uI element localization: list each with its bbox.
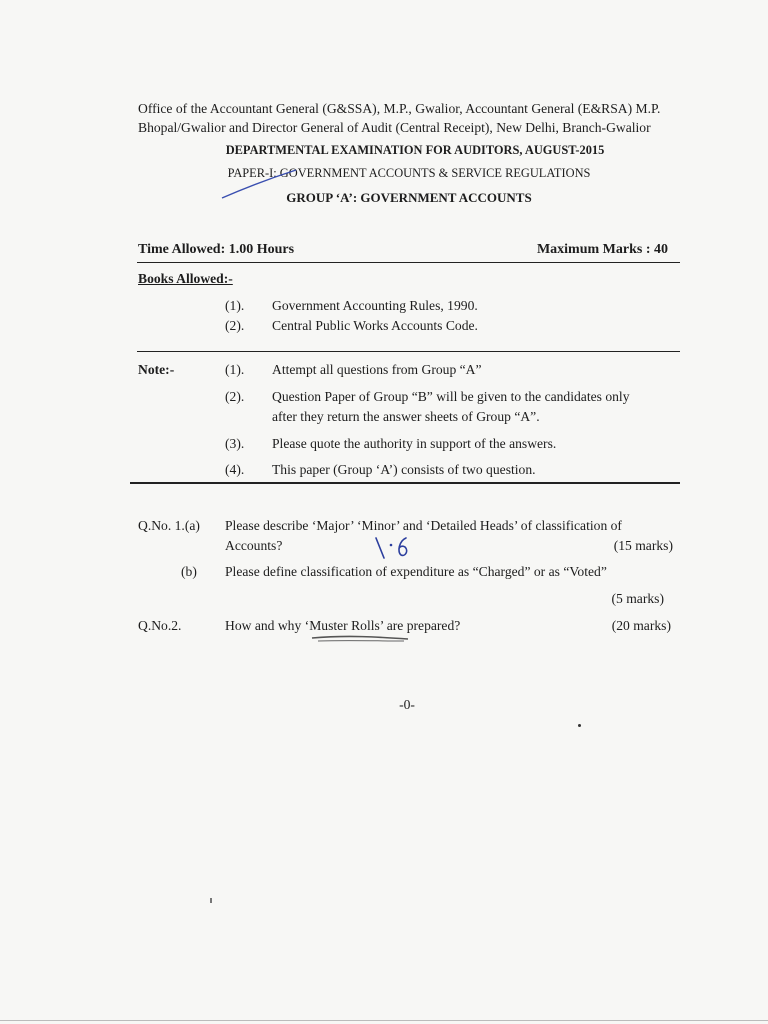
office-header xyxy=(138,99,698,137)
scan-speck xyxy=(578,724,581,727)
question-text-line-1: Please describe ‘Major’ ‘Minor’ and ‘Detailed Heads’ of classification of xyxy=(225,518,622,533)
note-item-text-line-1: Question Paper of Group “B” will be given to the candidates only xyxy=(272,389,630,404)
question-marks: (20 marks) xyxy=(611,618,671,633)
divider-line xyxy=(137,351,680,352)
note-item-number: (2). xyxy=(225,389,245,404)
question-marks: (15 marks) xyxy=(613,538,673,553)
question-marks: (5 marks) xyxy=(611,591,664,606)
question-number: Q.No.2. xyxy=(138,618,182,633)
handwritten-annotation xyxy=(370,532,420,562)
scan-speck xyxy=(210,898,212,903)
time-allowed: Time Allowed: 1.00 Hours xyxy=(138,242,295,257)
book-item-text: Government Accounting Rules, 1990. xyxy=(272,298,478,313)
maximum-marks: Maximum Marks : 40 xyxy=(536,242,668,257)
exam-title: DEPARTMENTAL EXAMINATION FOR AUDITORS, AUGUST-2015 xyxy=(225,143,605,157)
page-marker: -0- xyxy=(399,697,415,712)
note-item-number: (4). xyxy=(225,462,245,477)
books-allowed-label: Books Allowed:- xyxy=(138,271,233,286)
pen-underline-mark xyxy=(308,632,418,646)
question-text: How and why ‘Muster Rolls’ are prepared? xyxy=(225,618,461,633)
divider-line xyxy=(130,482,680,484)
note-item-text: This paper (Group ‘A’) consists of two question. xyxy=(272,462,536,477)
note-item-text: Please quote the authority in support of the answers. xyxy=(272,436,557,451)
office-line-2: Bhopal/Gwalior and Director General of Audit (Central Receipt), New Delhi, Branch-Gwalior xyxy=(138,120,651,135)
office-line-1: Office of the Accountant General (G&SSA), M.P., Gwalior, Accountant General (E&RSA) M.P. xyxy=(138,101,661,116)
note-item-text-line-2: after they return the answer sheets of Group “A”. xyxy=(272,409,540,424)
paper-title: PAPER-I: GOVERNMENT ACCOUNTS & SERVICE REGULATIONS xyxy=(227,166,591,180)
note-item-number: (3). xyxy=(225,436,245,451)
book-item-text: Central Public Works Accounts Code. xyxy=(272,318,478,333)
question-text: Please define classification of expenditure as “Charged” or as “Voted” xyxy=(225,564,607,579)
question-number: (b) xyxy=(181,564,197,579)
book-item-number: (2). xyxy=(225,318,245,333)
question-number: Q.No. 1.(a) xyxy=(138,518,200,533)
question-text-line-2: Accounts? xyxy=(225,538,283,553)
page-bottom-edge xyxy=(0,1020,768,1021)
note-item-number: (1). xyxy=(225,362,245,377)
note-label: Note:- xyxy=(138,362,175,377)
note-item-text: Attempt all questions from Group “A” xyxy=(272,362,482,377)
divider-line xyxy=(137,262,680,263)
group-title: GROUP ‘A’: GOVERNMENT ACCOUNTS xyxy=(286,190,532,205)
book-item-number: (1). xyxy=(225,298,245,313)
